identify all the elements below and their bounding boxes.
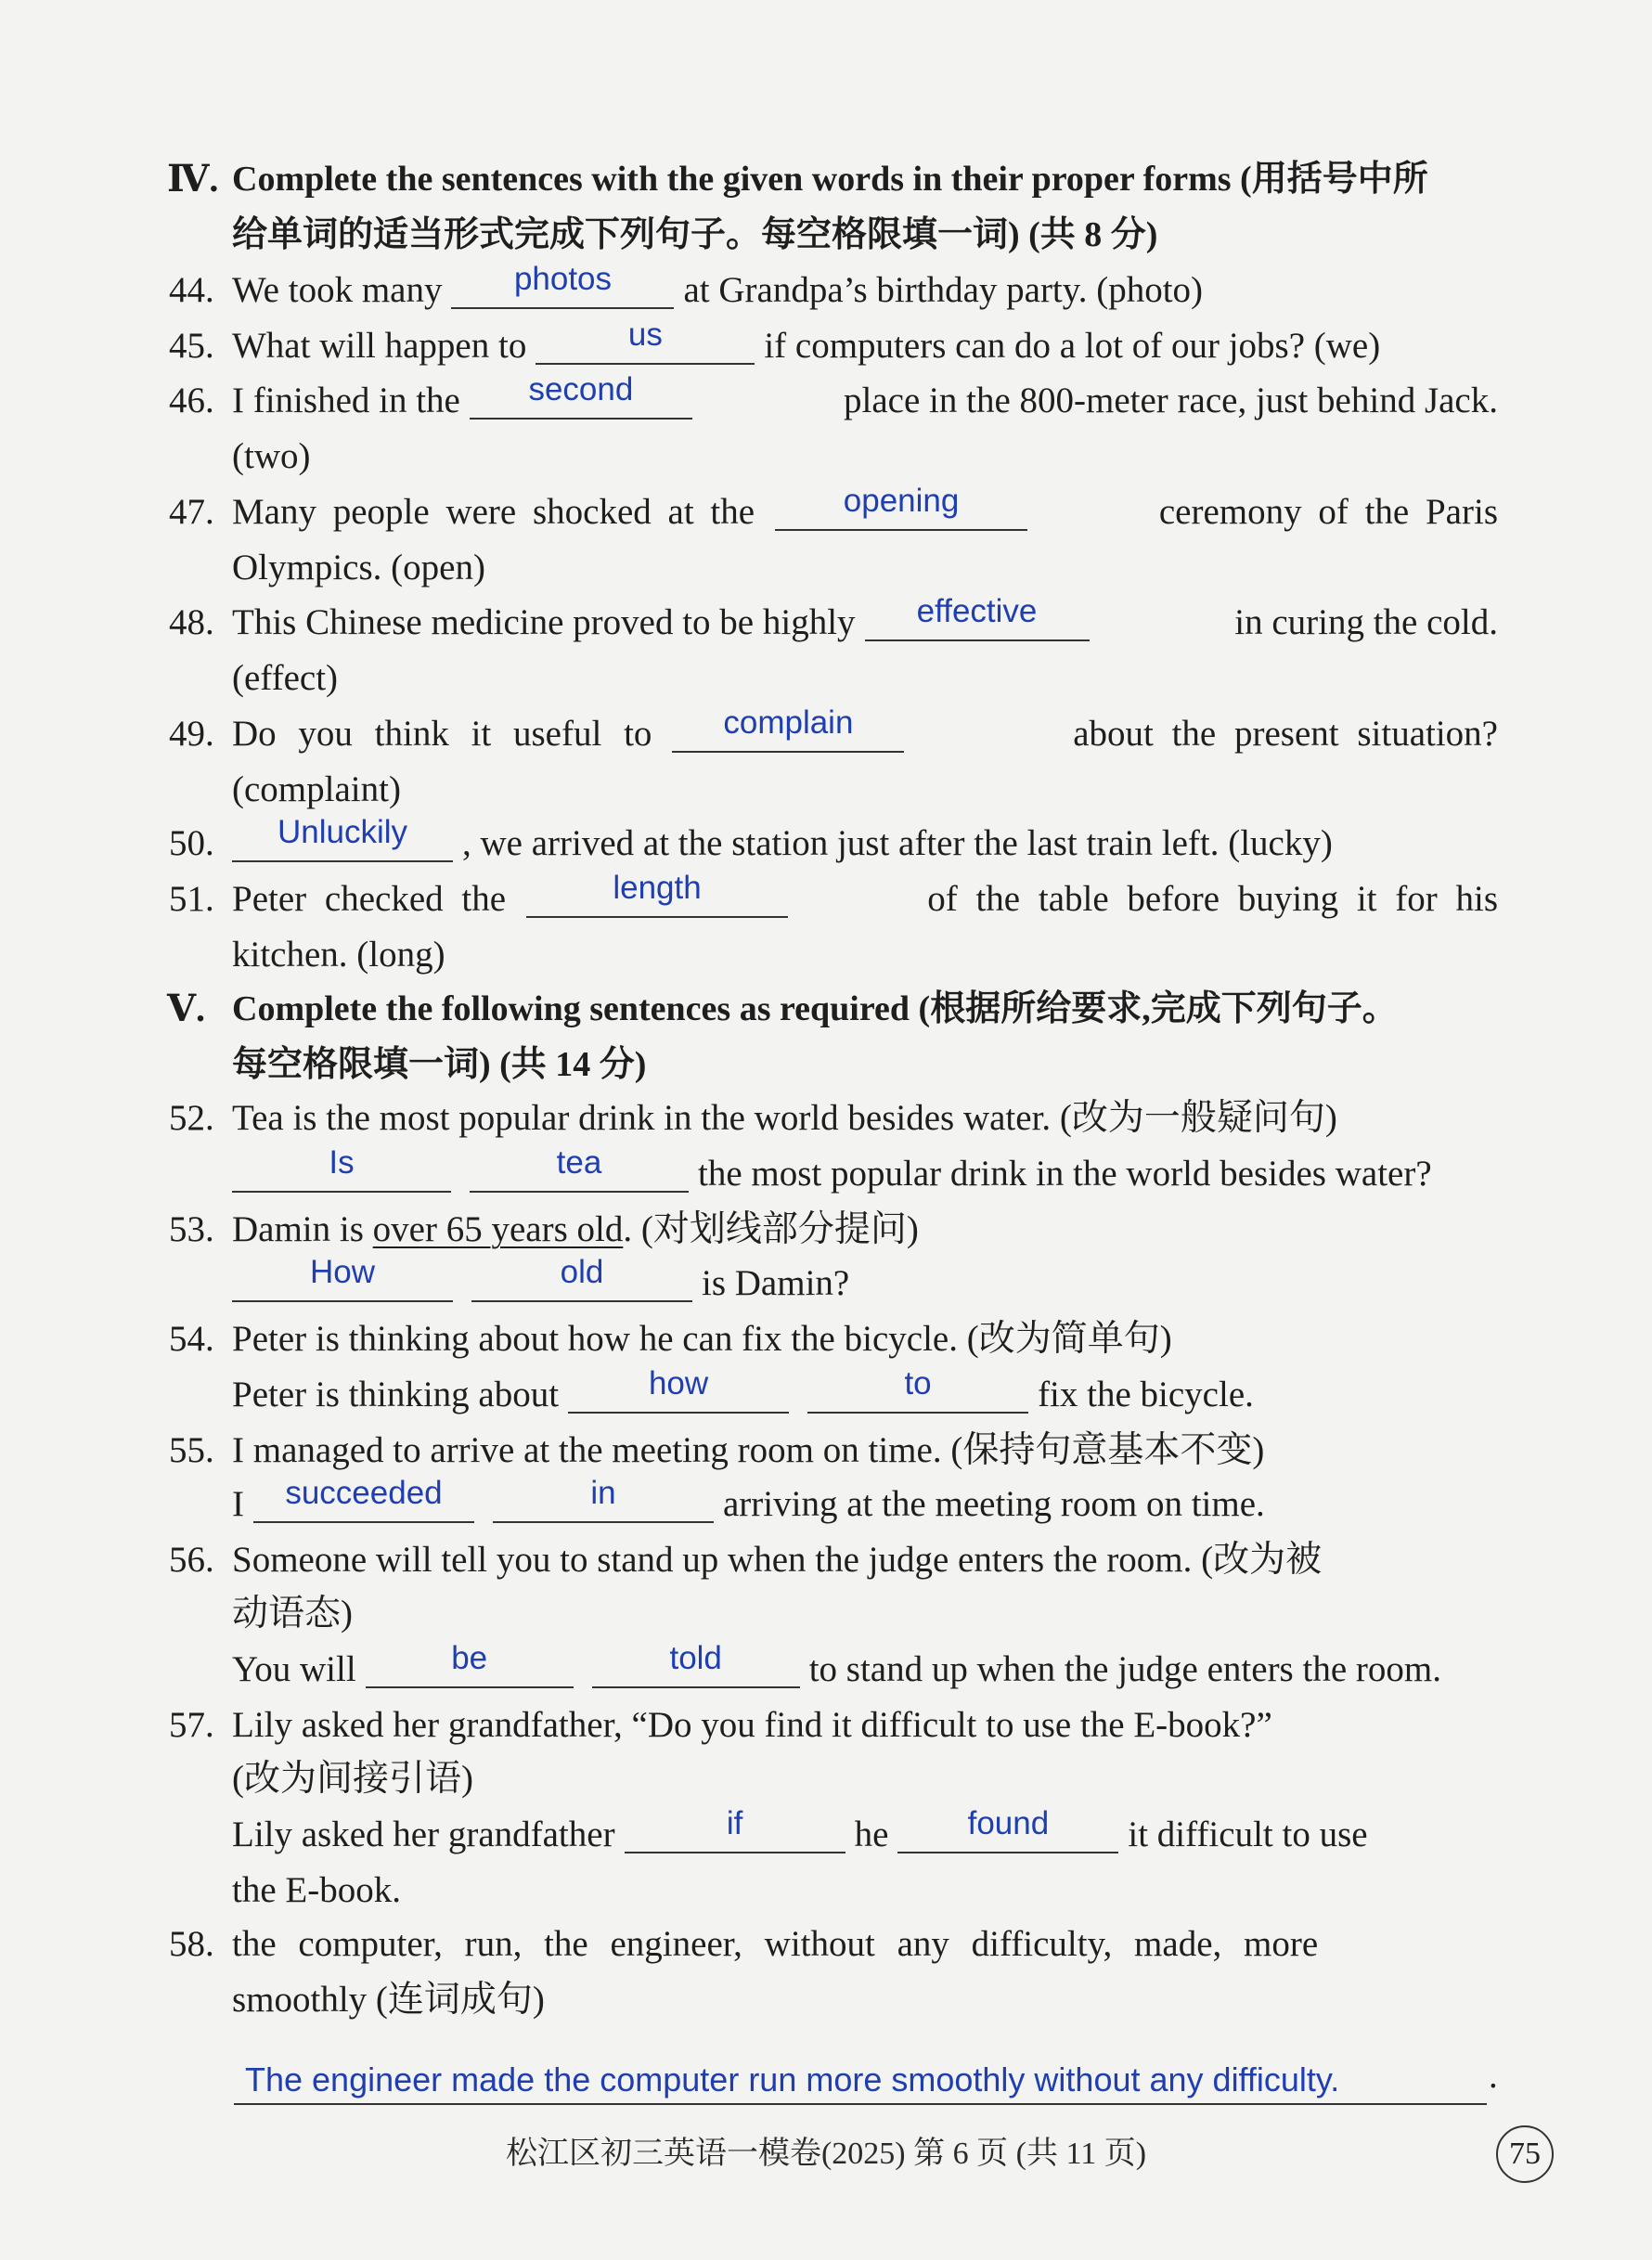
question-52-prompt: 52. Tea is the most popular drink in the world besides water. (改为一般疑问句) bbox=[169, 1098, 1337, 1138]
answer-blank-52b[interactable] bbox=[470, 1144, 689, 1193]
question-49-cont: (complaint) bbox=[232, 769, 401, 809]
question-51: 51. Peter checked the length of the table before buying it for his bbox=[169, 870, 1498, 919]
page-footer: 松江区初三英语一模卷(2025) 第 6 页 (共 11 页) bbox=[505, 2137, 1147, 2171]
answer-blank-46[interactable] bbox=[470, 371, 692, 420]
section4-title-line2: 给单词的适当形式完成下列句子。每空格限填一词) (共 8 分) bbox=[232, 215, 1158, 254]
section5-roman: Ⅴ. bbox=[167, 988, 206, 1029]
question-56-prompt-cont: 动语态) bbox=[232, 1594, 353, 1634]
answer-48: effective bbox=[916, 593, 1038, 629]
answer-blank-47[interactable] bbox=[775, 483, 1027, 531]
answer-blank-58[interactable] bbox=[234, 2060, 1487, 2105]
question-47-cont: Olympics. (open) bbox=[232, 548, 485, 588]
answer-47: opening bbox=[843, 483, 960, 519]
answer-45: us bbox=[627, 316, 663, 353]
answer-49: complain bbox=[723, 704, 854, 741]
answer-blank-51[interactable] bbox=[526, 870, 788, 918]
section5-title-line2: 每空格限填一词) (共 14 分) bbox=[232, 1045, 647, 1084]
section5-title-line1 bbox=[169, 986, 1498, 1032]
section5-title-text: Complete the following sentences as required (根据所给要求,完成下列句子。 bbox=[232, 989, 1398, 1028]
answer-52a: Is bbox=[329, 1144, 355, 1181]
question-54-answer-line: Peter is thinking about how to fix the bicycle. bbox=[232, 1365, 1254, 1414]
question-55-answer-line: I succeeded in arriving at the meeting room on time. bbox=[232, 1475, 1265, 1524]
answer-blank-56b[interactable] bbox=[592, 1640, 800, 1688]
question-49: 49. Do you think it useful to complain about the present situation? bbox=[169, 704, 1498, 754]
question-56-prompt: 56. Someone will tell you to stand up when the judge enters the room. (改为被 bbox=[169, 1540, 1323, 1580]
answer-53b: old bbox=[560, 1254, 604, 1290]
question-46: 46. I finished in the second place in the 800-meter race, just behind Jack. bbox=[169, 371, 1498, 420]
question-57-cont: the E-book. bbox=[232, 1870, 401, 1910]
section4-title-text: Complete the sentences with the given words in their proper forms (用括号中所 bbox=[232, 160, 1428, 199]
question-57-prompt: 57. Lily asked her grandfather, “Do you find it difficult to use the E-book?” bbox=[169, 1705, 1272, 1745]
answer-54b: to bbox=[904, 1365, 932, 1401]
answer-blank-53b[interactable] bbox=[471, 1254, 692, 1302]
question-45: 45. What will happen to us if computers can do a lot of our jobs? (we) bbox=[169, 316, 1381, 366]
question-55-prompt: 55. I managed to arrive at the meeting room on time. (保持句意基本不变) bbox=[169, 1430, 1265, 1470]
answer-blank-54b[interactable] bbox=[807, 1365, 1028, 1414]
answer-blank-48[interactable] bbox=[865, 593, 1090, 641]
answer-blank-57b[interactable] bbox=[897, 1805, 1118, 1853]
answer-blank-57a[interactable] bbox=[625, 1805, 845, 1853]
answer-57b: found bbox=[967, 1805, 1050, 1841]
answer-44: photos bbox=[513, 261, 613, 297]
answer-50: Unluckily bbox=[277, 814, 408, 850]
question-53-answer-line: How old is Damin? bbox=[232, 1260, 1561, 1307]
page-number-badge: 75 bbox=[1496, 2125, 1554, 2183]
answer-58-period: . bbox=[1489, 2056, 1498, 2096]
question-46-cont: (two) bbox=[232, 436, 311, 476]
question-58-prompt-cont: smoothly (连词成句) bbox=[232, 1980, 545, 2020]
answer-blank-50[interactable] bbox=[232, 814, 453, 862]
answer-55b: in bbox=[590, 1475, 616, 1511]
question-52-answer-line: Is tea the most popular drink in the world besides water? bbox=[232, 1151, 1561, 1197]
answer-blank-53a[interactable] bbox=[232, 1254, 453, 1302]
answer-blank-44[interactable] bbox=[451, 261, 674, 309]
answer-blank-55b[interactable] bbox=[493, 1475, 714, 1523]
answer-blank-56a[interactable] bbox=[366, 1640, 574, 1688]
question-48-cont: (effect) bbox=[232, 658, 339, 698]
answer-56a: be bbox=[451, 1640, 488, 1676]
answer-52b: tea bbox=[556, 1144, 602, 1181]
answer-51: length bbox=[613, 870, 702, 906]
answer-blank-54a[interactable] bbox=[568, 1365, 789, 1414]
question-57-prompt-cont: (改为间接引语) bbox=[232, 1759, 473, 1799]
answer-57a: if bbox=[726, 1805, 743, 1841]
question-50: 50. Unluckily , we arrived at the station just after the last train left. (lucky) bbox=[169, 814, 1333, 863]
question-51-cont: kitchen. (long) bbox=[232, 935, 445, 975]
question-44: 44. We took many photos at Grandpa’s birthday party. (photo) bbox=[169, 261, 1204, 310]
question-58-prompt: 58. the computer, run, the engineer, without any difficulty, made, more bbox=[169, 1924, 1319, 1964]
answer-58: The engineer made the computer run more smoothly without any difficulty. bbox=[245, 2060, 1340, 2099]
question-53-prompt: 53. Damin is over 65 years old. (对划线部分提问) bbox=[169, 1209, 919, 1249]
answer-blank-49[interactable] bbox=[672, 704, 904, 753]
section4-title-line1 bbox=[169, 156, 1498, 202]
answer-53a: How bbox=[309, 1254, 376, 1290]
section4-roman: Ⅳ. bbox=[167, 158, 219, 200]
answer-blank-45[interactable] bbox=[536, 316, 755, 365]
question-54-prompt: 54. Peter is thinking about how he can fix the bicycle. (改为简单句) bbox=[169, 1319, 1172, 1359]
answer-blank-55a[interactable] bbox=[253, 1475, 474, 1523]
answer-54a: how bbox=[648, 1365, 709, 1401]
question-48: 48. This Chinese medicine proved to be highly effective in curing the cold. bbox=[169, 593, 1498, 642]
question-47: 47. Many people were shocked at the opening ceremony of the Paris bbox=[169, 483, 1498, 532]
answer-56b: told bbox=[669, 1640, 722, 1676]
answer-55a: succeeded bbox=[285, 1475, 443, 1511]
question-57-answer-line: Lily asked her grandfather if he found it difficult to use bbox=[232, 1805, 1368, 1854]
underlined-part: over 65 years old bbox=[372, 1209, 624, 1249]
answer-46: second bbox=[528, 371, 634, 407]
answer-blank-52a[interactable] bbox=[232, 1144, 451, 1193]
question-56-answer-line: You will be told to stand up when the judge enters the room. bbox=[232, 1640, 1441, 1689]
